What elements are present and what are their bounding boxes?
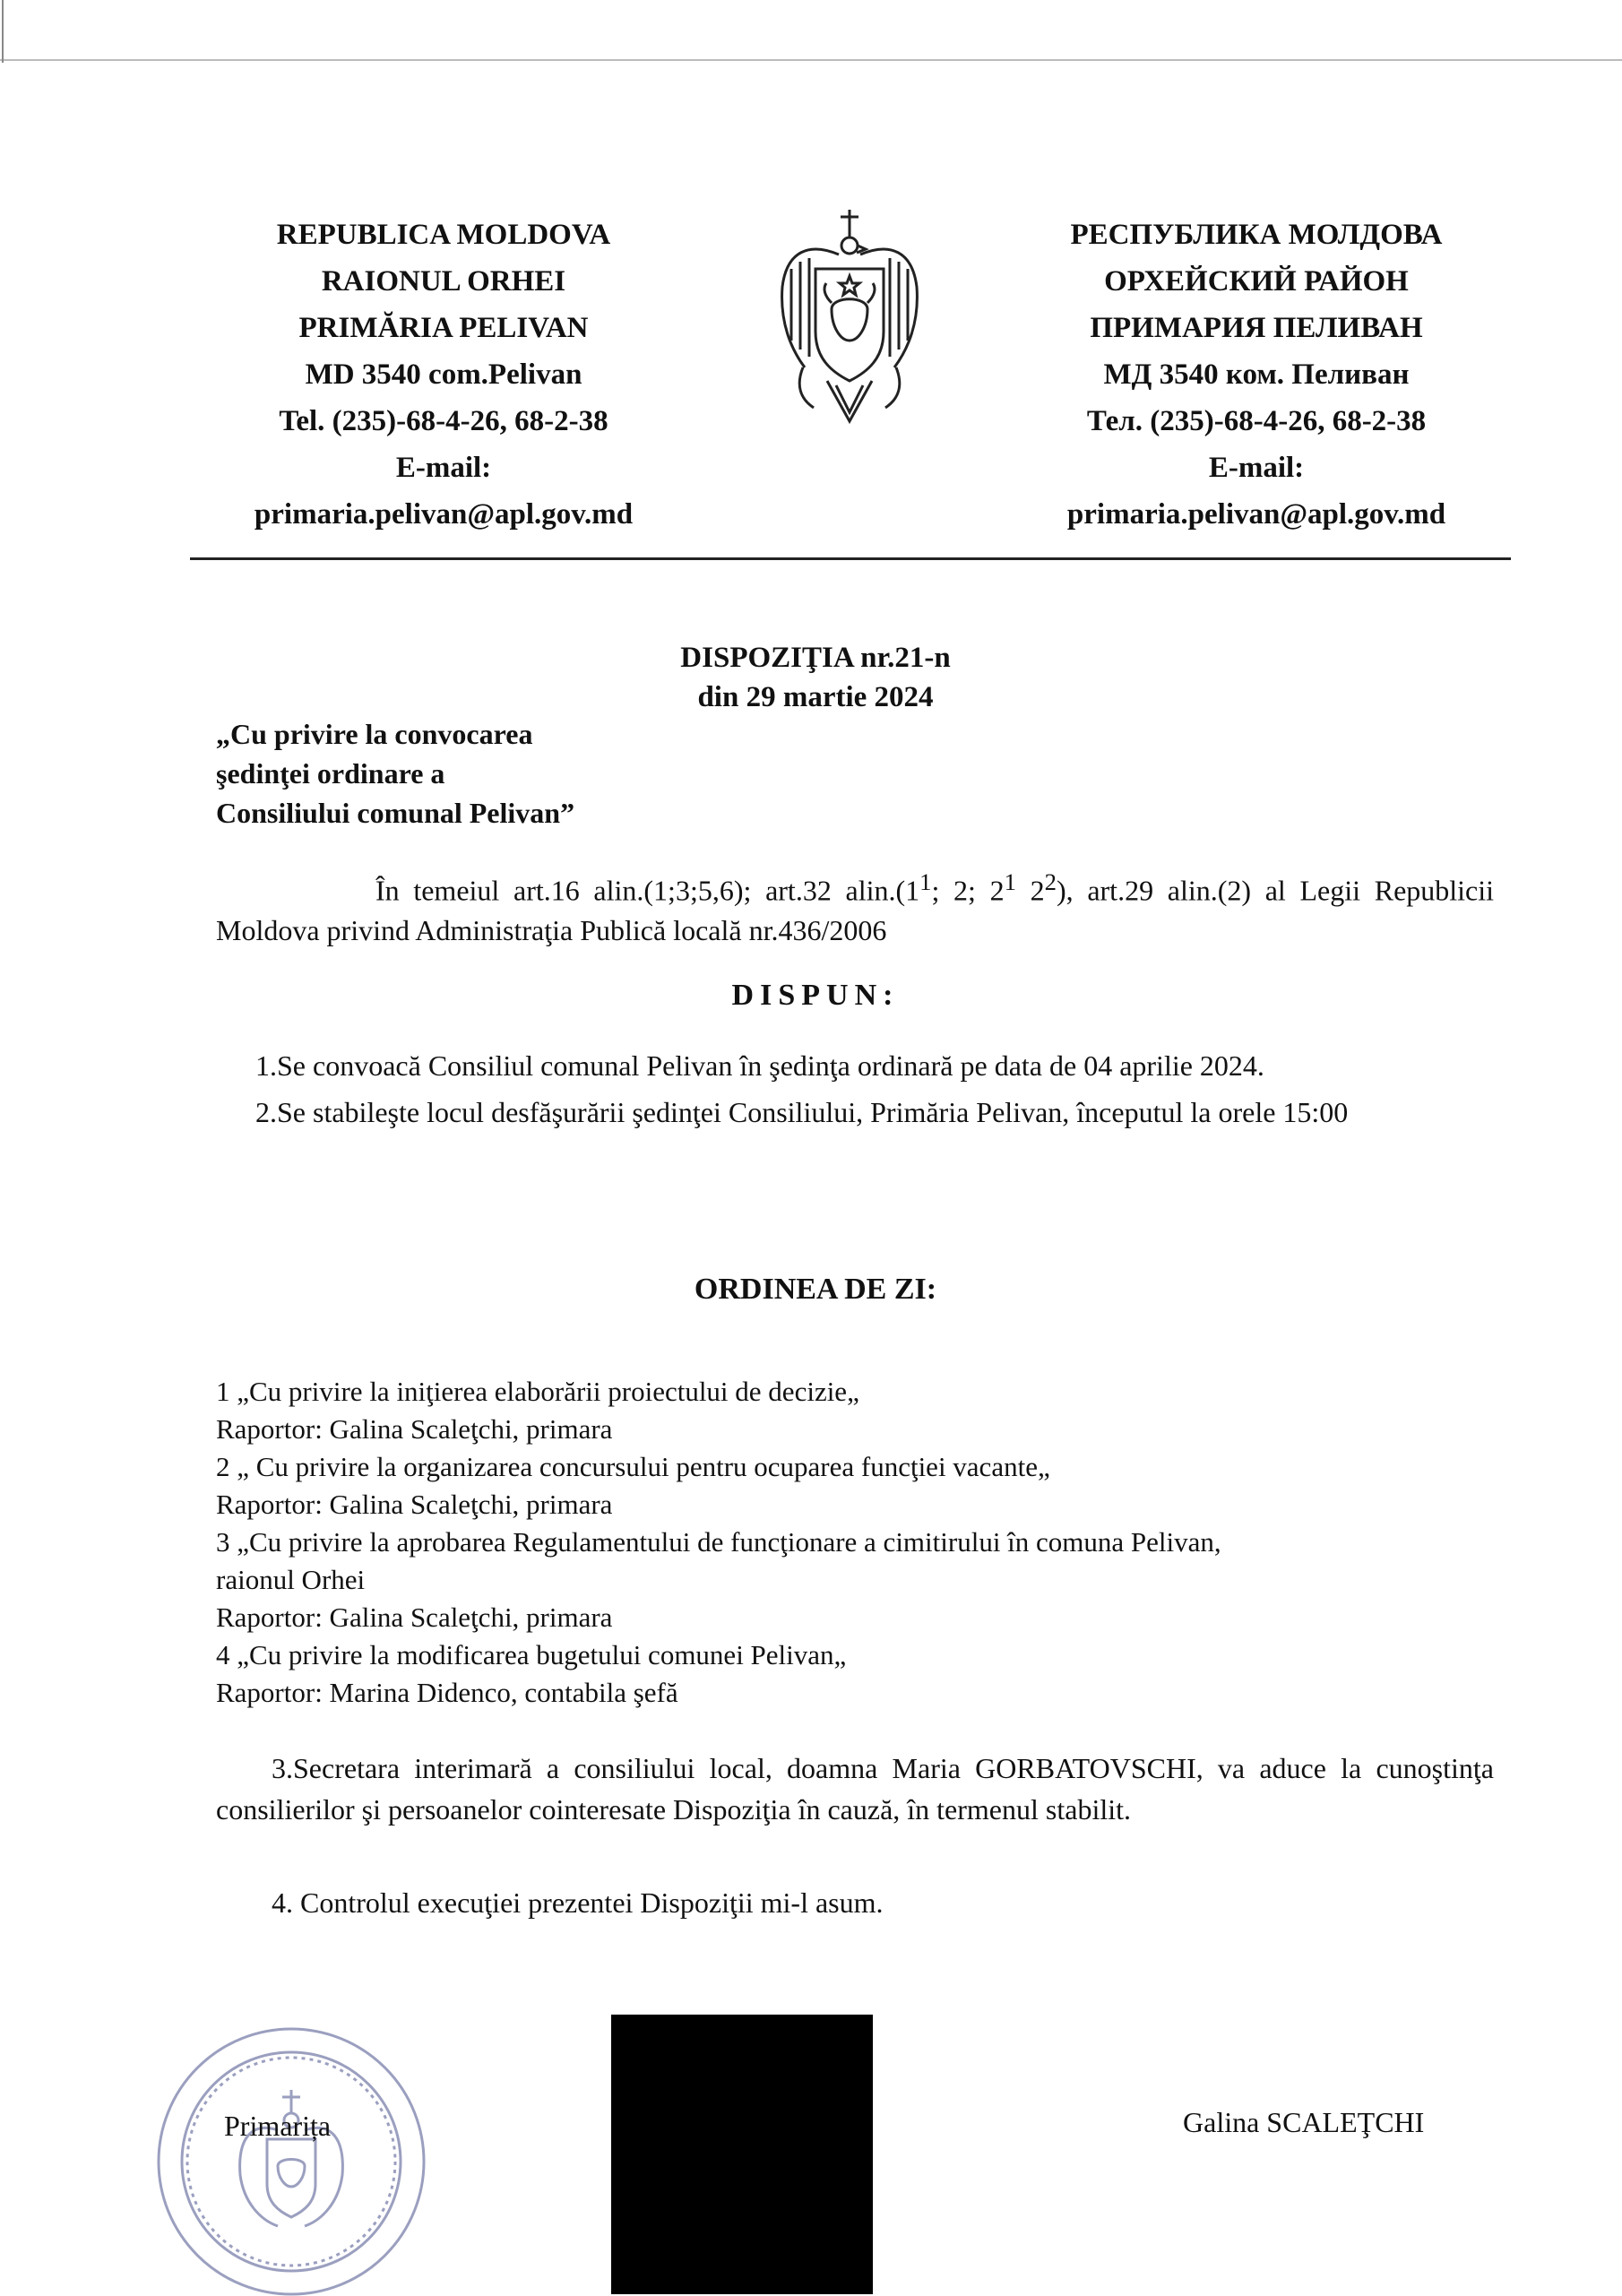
redacted-signature (611, 2015, 873, 2294)
disposition-date: din 29 martie 2024 (697, 681, 934, 713)
official-stamp-icon (143, 2018, 439, 2296)
disposition-item-3: 3.Secretara interimară a consiliului local, doamna Maria GORBATOVSCHI, va aduce la cunoştinţa consilierilor şi persoanelor cointeresate Dispoziţia în cauză, în termenul stabilit. (216, 1752, 1494, 1826)
header-divider (190, 557, 1511, 560)
agenda-list (216, 1373, 1497, 1712)
disposition-item-2: 2.Se stabileşte locul desfăşurării şedinţei Consiliului, Primăria Pelivan, începutul la orele 15:00 (255, 1096, 1349, 1128)
basis-text: În temeiul art.16 alin.(1;3;5,6); art.32 alin.(1 (375, 874, 920, 907)
agenda-item-continued: raionul Orhei (216, 1564, 366, 1595)
disposition-subject (216, 714, 754, 833)
basis-superscript: 1 (919, 868, 932, 895)
agenda-item: 4 „Cu privire la modificarea bugetului comunei Pelivan„ (216, 1639, 847, 1670)
agenda-item: 1 „Cu privire la iniţierea elaborării proiectului de decizie„ (216, 1376, 859, 1407)
disposition-item-1: 1.Se convoacă Consiliul comunal Pelivan în şedinţa ordinară pe data de 04 aprilie 2024. (255, 1049, 1264, 1082)
header-phone-ru: Тел. (235)-68-4-26, 68-2-38 (1086, 405, 1427, 437)
header-mayoralty: PRIMĂRIA PELIVAN (298, 312, 589, 344)
header-address: MD 3540 com.Pelivan (305, 358, 582, 391)
header-address-ru: МД 3540 ком. Пеливан (1103, 358, 1410, 391)
subject-line: „Cu privire la convocarea (216, 718, 533, 750)
coat-of-arms-icon (760, 206, 939, 430)
dispun-heading: DISPUN: (731, 979, 900, 1012)
disposition-item-4: 4. Controlul execuţiei prezentei Dispoziţii mi-l asum. (272, 1886, 884, 1919)
header-district-ru: ОРХЕЙСКИЙ РАЙОН (1104, 265, 1409, 298)
basis-superscript: 2 (1044, 868, 1057, 895)
header-mayoralty-ru: ПРИМАРИЯ ПЕЛИВАН (1090, 312, 1423, 344)
agenda-reporter: Raportor: Galina Scaleţchi, primara (216, 1489, 613, 1520)
signatory-role: Primarița (224, 2110, 332, 2142)
scan-edge-left (2, 0, 4, 63)
basis-text: ), art.29 alin.(2) al Legii Republicii Moldova privind Administraţia Publică locală nr.436/2006 (216, 874, 1495, 946)
header-email-label-ru: E-mail: (1208, 452, 1305, 484)
legal-basis-paragraph (216, 862, 1494, 950)
subject-line: şedinţei ordinare a (216, 757, 445, 790)
subject-line: Consiliului comunal Pelivan” (216, 797, 575, 829)
agenda-item: 3 „Cu privire la aprobarea Regulamentului de funcţionare a cimitirului în comuna Pelivan, (216, 1526, 1221, 1558)
disposition-title (538, 638, 1093, 717)
signatory-name: Galina SCALEŢCHI (1183, 2106, 1425, 2138)
agenda-reporter: Raportor: Galina Scaleţchi, primara (216, 1601, 613, 1633)
header-email: primaria.pelivan@apl.gov.md (254, 498, 634, 531)
header-email-label: E-mail: (395, 452, 492, 484)
header-country: REPUBLICA MOLDOVA (276, 219, 611, 251)
header-email-ru: primaria.pelivan@apl.gov.md (1066, 498, 1446, 531)
header-russian (1005, 211, 1507, 538)
agenda-reporter: Raportor: Marina Didenco, contabila şefă (216, 1677, 678, 1708)
header-district: RAIONUL ORHEI (321, 265, 566, 298)
header-country-ru: РЕСПУБЛИКА МОЛДОВА (1070, 219, 1443, 251)
agenda-reporter: Raportor: Galina Scaleţchi, primara (216, 1413, 613, 1445)
disposition-number: DISPOZIŢIA nr.21-n (680, 642, 951, 674)
agenda-heading: ORDINEA DE ZI: (694, 1273, 937, 1306)
basis-text: 2 (1015, 874, 1045, 907)
header-phone: Tel. (235)-68-4-26, 68-2-38 (279, 405, 608, 437)
agenda-item: 2 „ Cu privire la organizarea concursului pentru ocuparea funcţiei vacante„ (216, 1451, 1050, 1482)
basis-text: ; 2; 2 (931, 874, 1005, 907)
scan-edge-top (0, 59, 1622, 61)
header-romanian (193, 211, 695, 538)
basis-superscript: 1 (1004, 868, 1016, 895)
